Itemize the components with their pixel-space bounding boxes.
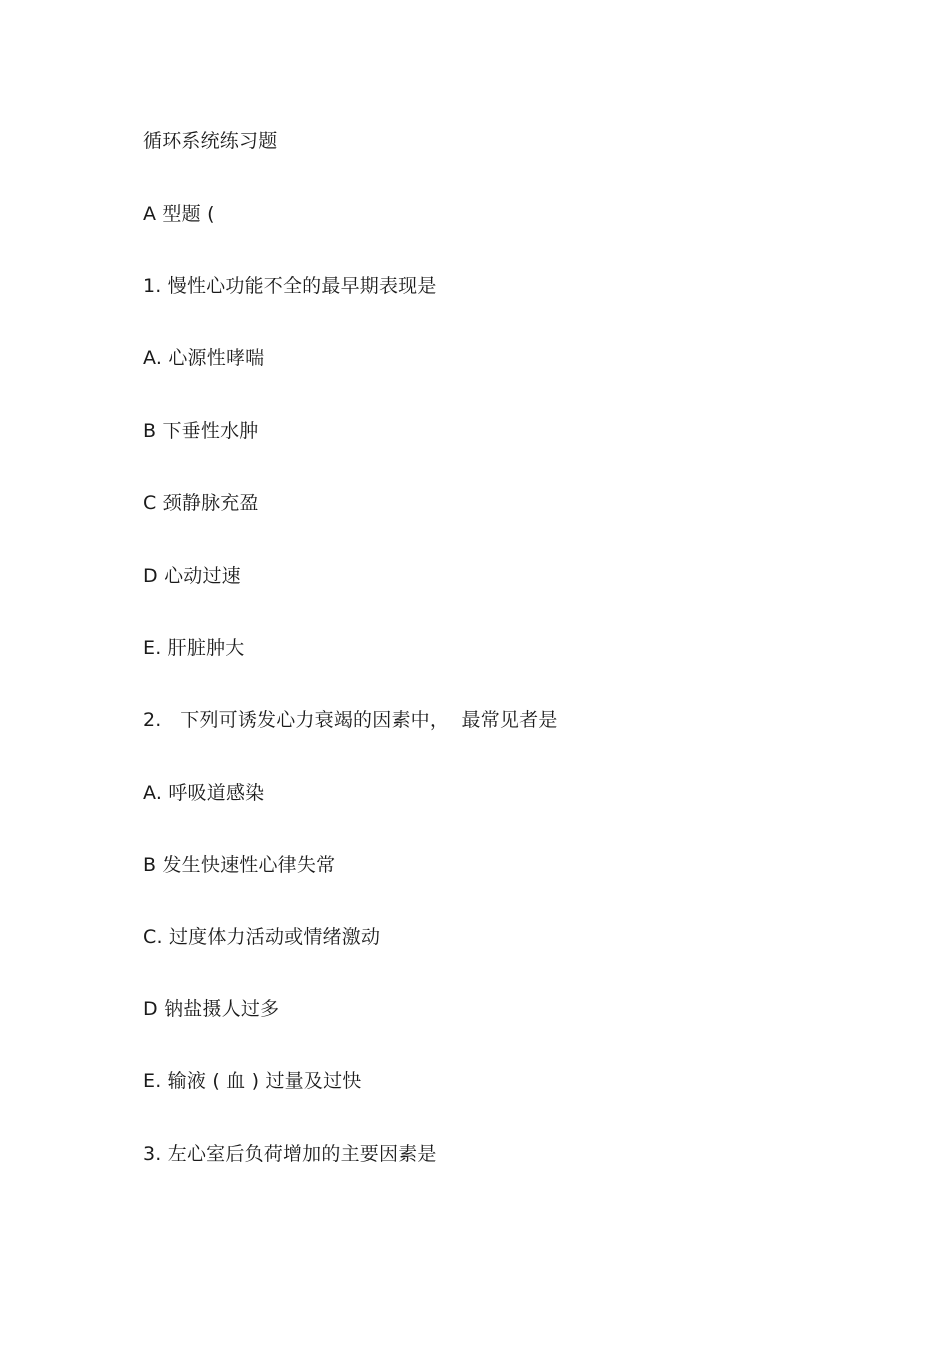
question-1-option-b: B 下垂性水肿 [143, 420, 259, 442]
question-1-option-d: D 心动过速 [143, 565, 241, 587]
question-2-option-a: A. 呼吸道感染 [143, 782, 265, 804]
question-2-option-e: E. 输液 ( 血 ) 过量及过快 [143, 1070, 362, 1092]
question-1-option-c: C 颈静脉充盈 [143, 492, 259, 514]
question-1-option-e: E. 肝脏肿大 [143, 637, 245, 659]
question-1-option-a: A. 心源性哮喘 [143, 347, 265, 369]
question-2-option-d: D 钠盐摄人过多 [143, 998, 280, 1020]
question-2-option-b: B 发生快速性心律失常 [143, 854, 336, 876]
question-1-stem: 1. 慢性心功能不全的最早期表现是 [143, 275, 437, 297]
question-3-stem: 3. 左心室后负荷增加的主要因素是 [143, 1143, 437, 1165]
section-heading: A 型题 ( [143, 203, 215, 225]
question-2-stem: 2. 下列可诱发心力衰竭的因素中， 最常见者是 [143, 709, 558, 731]
question-2-option-c: C. 过度体力活动或情绪激动 [143, 926, 381, 948]
document-title: 循环系统练习题 [143, 130, 278, 152]
